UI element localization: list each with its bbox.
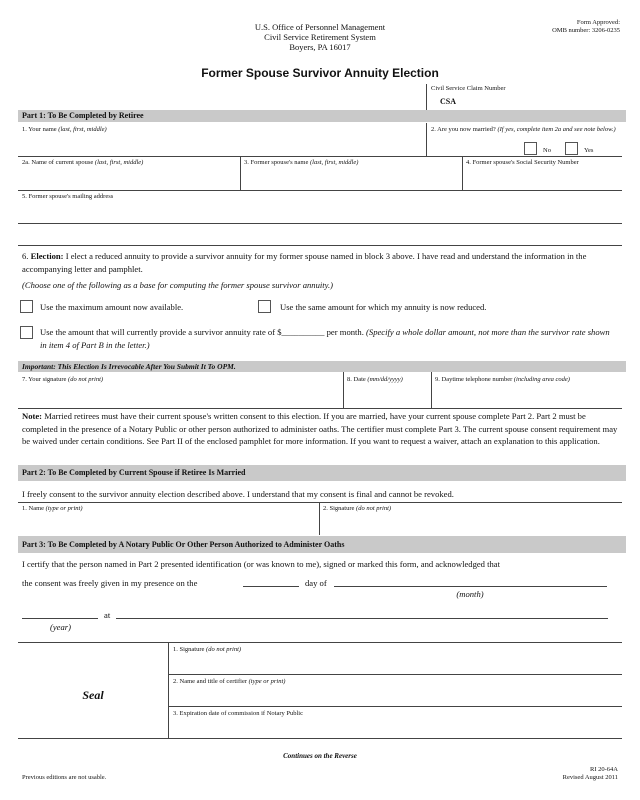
form-number-block xyxy=(520,766,618,782)
part3-heading: Part 3: To Be Completed by A Notary Public Or Other Person Authorized to Administer Oaths xyxy=(18,536,626,553)
divider xyxy=(168,706,622,707)
form-title: Former Spouse Survivor Annuity Election xyxy=(201,66,439,80)
f4-label: 4. Former spouse's Social Security Number xyxy=(466,159,579,166)
part2-heading: Part 2: To Be Completed by Current Spouse if Retiree Is Married xyxy=(18,465,626,481)
month-field[interactable] xyxy=(334,586,607,587)
agency-block xyxy=(220,22,420,52)
f9-label: 9. Daytime telephone number (including area code) xyxy=(435,376,570,383)
former-spouse-ssn-field[interactable] xyxy=(464,168,620,190)
divider xyxy=(319,502,320,535)
opt-max-label: Use the maximum amount now available. xyxy=(40,302,184,312)
divider xyxy=(431,372,432,408)
agency-line-3: Boyers, PA 16017 xyxy=(289,42,351,52)
spouse-signature-field[interactable] xyxy=(321,514,620,534)
your-name-field[interactable] xyxy=(20,134,424,154)
form-approved: Form Approved: xyxy=(576,19,620,26)
cert-line-2: the consent was freely given in my presence on the xyxy=(22,578,198,588)
divider xyxy=(18,502,622,503)
commission-expiration-field[interactable] xyxy=(170,719,620,737)
omb-number: OMB number: 3206-0235 xyxy=(552,27,620,34)
previous-editions: Previous editions are not usable. xyxy=(22,774,107,781)
yes-label: Yes xyxy=(584,147,594,154)
divider xyxy=(18,190,622,191)
at-label: at xyxy=(104,610,111,620)
claim-prefix: CSA xyxy=(440,97,457,106)
married-yes-checkbox[interactable] xyxy=(565,142,578,155)
f1-label: 1. Your name (last, first, middle) xyxy=(22,126,107,133)
married-no-checkbox[interactable] xyxy=(524,142,537,155)
agency-line-2: Civil Service Retirement System xyxy=(264,32,376,42)
part1-heading: Part 1: To Be Completed by Retiree xyxy=(18,110,626,122)
omb-block xyxy=(520,19,620,35)
claim-number-field[interactable] xyxy=(462,92,618,108)
s3-label: 3. Expiration date of commission if Notary Public xyxy=(173,710,303,717)
divider xyxy=(343,372,344,408)
f3-label: 3. Former spouse's name (last, first, middle) xyxy=(244,159,359,166)
seal-label: Seal xyxy=(82,688,104,702)
election-choose: (Choose one of the following as a base for computing the former spouse survivor annuity.) xyxy=(22,280,334,290)
same-amount-checkbox[interactable] xyxy=(258,300,271,313)
important-banner: Important: This Election Is Irrevocable After You Submit It To OPM. xyxy=(18,361,626,372)
year-label: (year) xyxy=(50,622,71,632)
revised-date: Revised August 2011 xyxy=(562,774,618,781)
f7-label: 7. Your signature (do not print) xyxy=(22,376,104,383)
form-number: RI 20-64A xyxy=(590,766,618,773)
max-amount-checkbox[interactable] xyxy=(20,300,33,313)
divider xyxy=(18,408,622,409)
rate-amount-checkbox[interactable] xyxy=(20,326,33,339)
date-field[interactable] xyxy=(345,385,429,407)
divider xyxy=(18,245,622,246)
year-field[interactable] xyxy=(22,618,98,619)
divider xyxy=(462,156,463,190)
divider xyxy=(18,223,622,224)
f5-label: 5. Former spouse's mailing address xyxy=(22,193,114,200)
location-field[interactable] xyxy=(116,618,608,619)
divider xyxy=(168,674,622,675)
election-text: 6. Election: I elect a reduced annuity to provide a survivor annuity for my former spouse named in block 3 above. I have read and understand the information in the accompanying letter and pamphlet. xyxy=(22,251,587,274)
part2-consent: I freely consent to the survivor annuity election described above. I understand that my consent is final and cannot be revoked. xyxy=(22,489,454,499)
p2-sig-label: 2. Signature (do not print) xyxy=(323,505,392,512)
s1-label: 1. Signature (do not print) xyxy=(173,646,242,653)
month-label: (month) xyxy=(456,589,484,599)
divider xyxy=(18,156,622,157)
day-of-label: day of xyxy=(305,578,327,588)
claim-divider xyxy=(426,84,427,110)
former-spouse-name-field[interactable] xyxy=(242,168,460,190)
day-field[interactable] xyxy=(243,586,299,587)
spouse-name-field[interactable] xyxy=(20,514,316,534)
agency-line-1: U.S. Office of Personnel Management xyxy=(254,22,386,32)
divider xyxy=(18,738,622,739)
s2-label: 2. Name and title of certifier (type or print) xyxy=(173,678,286,685)
f8-label: 8. Date (mm/dd/yyyy) xyxy=(347,376,403,383)
continues-note: Continues on the Reverse xyxy=(283,752,357,760)
certifier-name-field[interactable] xyxy=(170,687,620,705)
opt-same-label: Use the same amount for which my annuity is now reduced. xyxy=(280,302,487,312)
claim-label: Civil Service Claim Number xyxy=(431,85,506,92)
opt-rate-label: Use the amount that will currently provide a survivor annuity rate of $__________ per month. (Specify a whole dollar amount, not more than the survivor rate shown in item 4 of Part B in the letter.) xyxy=(40,327,610,350)
mailing-address-field[interactable] xyxy=(20,202,620,222)
divider xyxy=(426,123,427,156)
retiree-signature-field[interactable] xyxy=(20,385,340,407)
note-text: Note: Married retirees must have their current spouse's written consent to this election. If you are married, have your current spouse complete Part 2. Part 2 must be completed in the presence of a Notary Public or other person authorized to administer oaths. The certifier must complete Part 3. The current spouse consent requirement may be waived under certain conditions. See Part II of the enclosed pamphlet for more information. If you want to request a waiver, attach an explanation to this application. xyxy=(22,411,618,446)
f2a-label: 2a. Name of current spouse (last, first, middle) xyxy=(22,159,144,166)
cert-line-1: I certify that the person named in Part 2 presented identification (or was known to me), signed or marked this form, and acknowledged that xyxy=(22,559,501,569)
phone-field[interactable] xyxy=(433,385,620,407)
divider xyxy=(18,642,622,643)
certifier-signature-field[interactable] xyxy=(170,655,620,673)
current-spouse-name-field[interactable] xyxy=(20,168,238,190)
no-label: No xyxy=(543,147,551,154)
divider xyxy=(168,642,169,738)
p2-name-label: 1. Name (type or print) xyxy=(22,505,83,512)
divider xyxy=(240,156,241,190)
f2-label: 2. Are you now married? (If yes, complete item 2a and see note below.) xyxy=(431,126,616,133)
